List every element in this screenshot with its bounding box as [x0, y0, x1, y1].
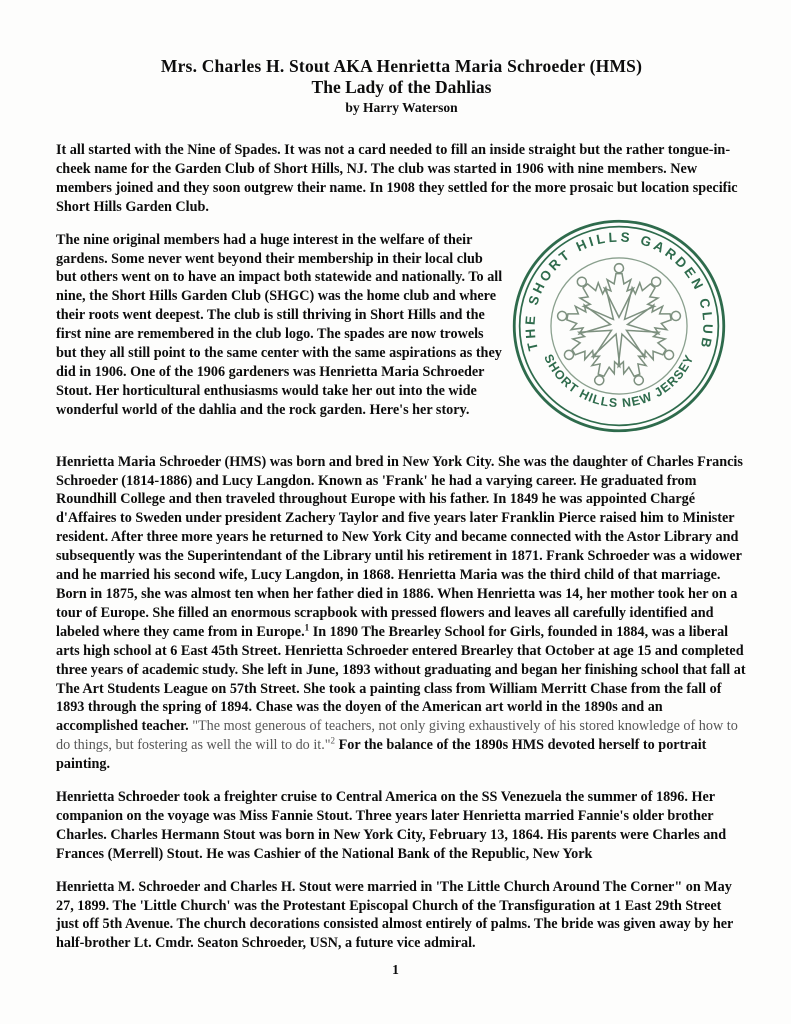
club-paragraph-row	[56, 231, 747, 439]
document-title: Mrs. Charles H. Stout AKA Henrietta Maria Schroeder (HMS)	[160, 56, 643, 76]
seal-inner-ring	[551, 258, 687, 394]
chase-quote: "The most generous of teachers, not only giving exhaustively of his stored knowledge of how to do things, but fostering as well the will to do it."	[56, 718, 738, 754]
paragraph-biography	[56, 453, 747, 774]
paragraph-marriage: Henrietta M. Schroeder and Charles H. Stout were married in 'The Little Church Around The Corner" on May 27, 1899. The 'Little Church' was the Protestant Episcopal Church of the Transfiguration at 1 East 29th Street just off 5th Avenue. The church decorations consisted almost entirely of palms. The bride was given away by her half-brother Lt. Cmdr. Seaton Schroeder, USN, a future vice admiral.	[56, 878, 734, 952]
paragraph-club-history: The nine original members had a huge interest in the welfare of their gardens. Some never went beyond their membership in their local club but others went on to have an impact both statewide and nationally. To all nine, the Short Hills Garden Club (SHGC) was the home club and where their roots went deepest. The club is still thriving in Short Hills and the first nine are remembered in the club logo. The spades are now trowels but they all still point to the same center with the same aspirations as they did in 1906. One of the 1906 gardeners was Henrietta Maria Schroeder Stout. Her horticultural enthusiasms would take her out into the wide wonderful world of the dahlia and the rock garden. Here's her story.	[56, 231, 503, 418]
seal-top-text: THE SHORT HILLS GARDEN CLUB	[522, 229, 716, 352]
seal-second-ring	[520, 226, 719, 425]
biography-text-2: In 1890 The Brearley School for Girls, founded in 1884, was a liberal arts high school at 6 East 45th Street. Henrietta Schroeder entered Brearley that October at age 15 and completed three years of academic study. She left in June, 1893 without graduating and began her finishing school that fall at The Art Students League on 57th Street. She took a painting class from William Merritt Chase from the fall of 1893 through the spring of 1894. Chase was the doyen of the American art world in the 1890s and an accomplished teacher.	[56, 623, 746, 735]
biography-text-1: Henrietta Maria Schroeder (HMS) was born and bred in New York City. She was the daughter of Charles Francis Schroeder (1814-1886) and Lucy Langdon. Known as 'Frank' he had a varying career. He graduated from Roundhill College and then traveled throughout Europe with his father. In 1849 he was appointed Chargé d'Affaires to Sweden under president Zachery Taylor and five years later Franklin Pierce raised him to Minister resident. After three more years he returned to New York City and became connected with the Astor Library and subsequently was the Superintendant of the Library until his retirement in 1871. Frank Schroeder was a widower and he married his second wife, Lucy Langdon, in 1868. Henrietta Maria was the third child of that marriage. Born in 1875, she was almost ten when her father died in 1886. When Henrietta was 14, her mother took her on a tour of Europe. She filled an enormous scrapbook with pressed flowers and leaves all carefully identified and labeled where they came from in Europe.	[56, 453, 743, 640]
footnote-marker-2: 2	[330, 735, 336, 746]
footnote-marker-1: 1	[304, 622, 310, 633]
document-header	[56, 56, 747, 117]
paragraph-intro: It all started with the Nine of Spades. It was not a card needed to fill an inside straight but the rather tongue-in-cheek name for the Garden Club of Short Hills, NJ. The club was started in 1906 with nine members. New members joined and they soon outgrew their name. In 1908 they settled for the more prosaic but location specific Short Hills Garden Club.	[56, 142, 738, 215]
seal-bottom-text: SHORT HILLS NEW JERSEY	[541, 351, 697, 410]
biography-text-3: For the balance of the 1890s HMS devoted herself to portrait painting.	[56, 737, 707, 773]
document-subtitle: The Lady of the Dahlias	[311, 77, 492, 97]
garden-club-seal-icon	[505, 218, 733, 434]
byline: by Harry Waterson	[345, 100, 458, 115]
trowel-wheel-icon	[555, 263, 683, 389]
page-number: 1	[392, 962, 399, 977]
garden-club-logo	[505, 218, 733, 439]
paragraph-cruise: Henrietta Schroeder took a freighter cruise to Central America on the SS Venezuela the summer of 1896. Her companion on the voyage was Miss Fannie Stout. Three years later Henrietta married Fannie's older brother Charles. Charles Hermann Stout was born in New York City, February 13, 1864. His parents were Charles and Frances (Merrell) Stout. He was Cashier of the National Bank of the Republic, New York	[56, 789, 727, 862]
